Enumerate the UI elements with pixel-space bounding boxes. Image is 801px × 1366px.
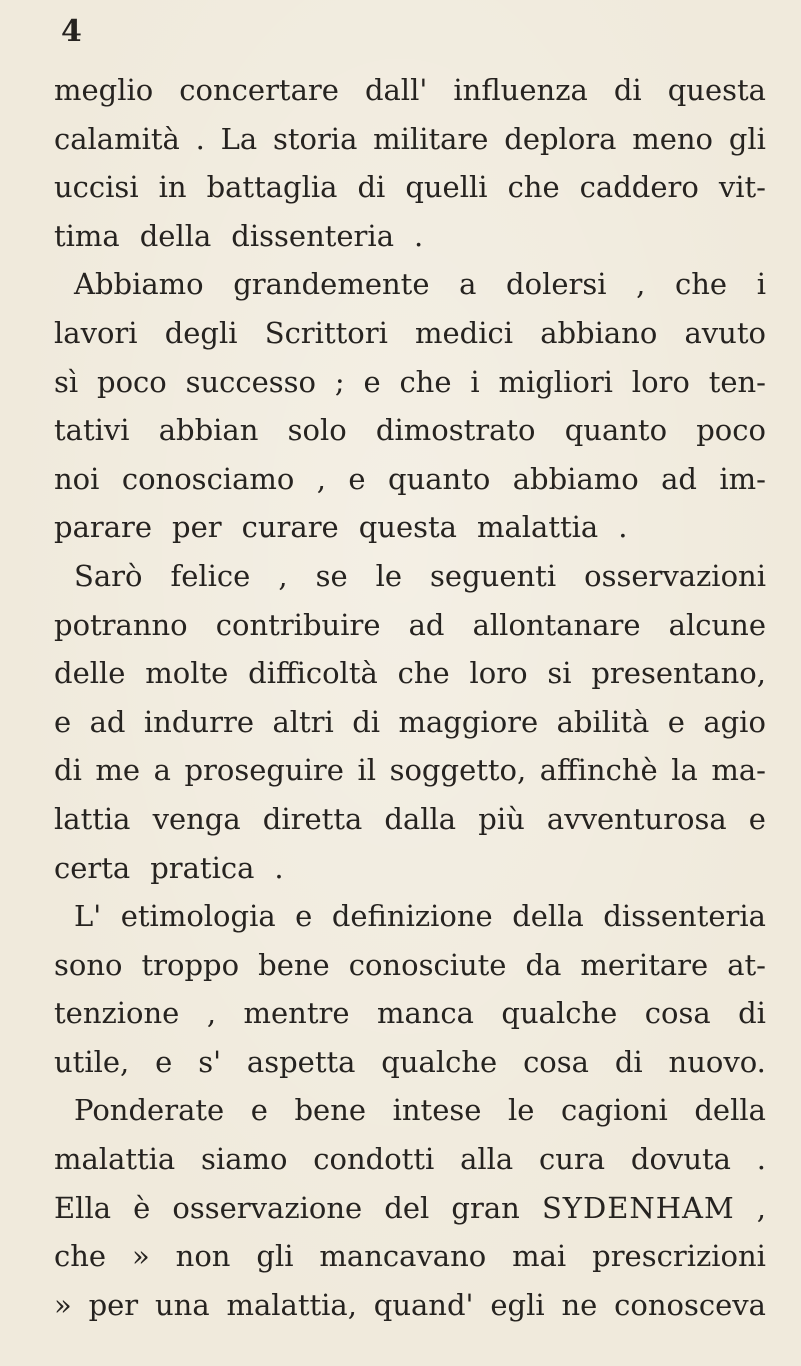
word: curare	[241, 510, 339, 545]
word: avuto	[684, 315, 766, 350]
word: s'	[198, 1044, 222, 1079]
word: il	[357, 753, 377, 788]
word: concertare	[179, 73, 339, 107]
text-line	[54, 503, 766, 552]
word: gran	[451, 1190, 520, 1225]
word: a	[459, 267, 477, 302]
word: noi	[54, 461, 100, 496]
word: .	[274, 850, 284, 885]
word: malattia,	[226, 1287, 357, 1322]
word: avventurosa	[546, 801, 727, 836]
word: militare	[373, 121, 489, 156]
word: abilità	[556, 704, 650, 739]
word: lattia	[54, 801, 131, 836]
word: e	[155, 1044, 173, 1079]
word: dolersi	[506, 267, 607, 302]
word: ,	[278, 558, 288, 593]
text-line	[54, 66, 766, 115]
word: contribuire	[215, 607, 381, 642]
word: abbian	[158, 413, 259, 448]
word: gli	[728, 121, 766, 156]
word: e	[748, 801, 766, 836]
word: di	[738, 996, 766, 1031]
word: non	[175, 1239, 231, 1274]
word: altri	[272, 704, 334, 739]
word: .	[413, 218, 424, 253]
word: venga	[152, 801, 241, 836]
word: gli	[256, 1239, 294, 1274]
word: potranno	[54, 607, 188, 642]
word: Abbiamo	[74, 267, 204, 302]
word: alcune	[668, 607, 766, 642]
word: tenzione	[54, 996, 180, 1031]
word: troppo	[141, 947, 240, 982]
word: e	[363, 364, 381, 399]
word: alla	[460, 1142, 514, 1177]
word: quanto	[388, 461, 491, 496]
text-line	[54, 115, 766, 164]
word: conosceva	[614, 1287, 766, 1322]
word: e	[54, 704, 72, 739]
word: ,	[636, 267, 646, 302]
word: utile,	[54, 1044, 130, 1079]
word: quelli	[405, 170, 488, 205]
text-line	[54, 989, 766, 1038]
word: di	[357, 170, 386, 205]
word: solo	[287, 413, 347, 448]
word: poco	[97, 364, 167, 399]
word: ,	[316, 461, 326, 496]
word: SYDENHAM	[541, 1190, 735, 1225]
word: ne	[561, 1287, 598, 1322]
word: ,	[206, 996, 217, 1031]
word: ,	[756, 1190, 766, 1225]
word: intese	[392, 1093, 482, 1128]
word: indurre	[143, 704, 254, 739]
word: abbiano	[540, 315, 658, 350]
word: le	[375, 558, 403, 593]
text-line	[54, 795, 766, 844]
word: a	[153, 753, 171, 788]
word: dissenteria	[603, 899, 766, 934]
word: di	[54, 753, 82, 788]
word: at-	[727, 947, 766, 982]
word: che	[397, 656, 450, 691]
word: loro	[631, 364, 690, 399]
word: degli	[164, 315, 238, 350]
text-line	[54, 358, 766, 407]
word: e	[348, 461, 366, 496]
word: »	[132, 1239, 150, 1274]
word: condotti	[313, 1142, 435, 1177]
word: egli	[490, 1287, 545, 1322]
word: osservazione	[172, 1190, 363, 1225]
word: Ponderate	[74, 1093, 225, 1128]
word: soggetto,	[389, 753, 527, 788]
word: bene	[258, 947, 330, 982]
word: Ella	[54, 1190, 112, 1225]
word: successo	[185, 364, 316, 399]
word: per	[88, 1287, 139, 1322]
word: le	[507, 1093, 535, 1128]
word: malattia	[476, 510, 599, 545]
word: quand'	[373, 1287, 474, 1322]
word: .	[756, 1142, 766, 1177]
text-line	[54, 1038, 766, 1087]
word: conosciamo	[121, 461, 295, 496]
word: me	[95, 753, 141, 788]
word: migliori	[498, 364, 613, 399]
word: che	[54, 1239, 107, 1274]
word: dovuta	[630, 1142, 731, 1177]
word: bene	[294, 1093, 367, 1128]
word: influenza	[453, 73, 588, 107]
word: che	[675, 267, 728, 302]
word: La	[220, 121, 258, 156]
word: maggiore	[398, 704, 539, 739]
text-line	[54, 1281, 766, 1330]
word: vit-	[718, 170, 766, 205]
text-line	[54, 892, 766, 941]
word: dissenteria	[231, 218, 394, 253]
word: abbiamo	[512, 461, 639, 496]
word: e	[667, 704, 685, 739]
word: ten-	[708, 364, 766, 399]
word: storia	[272, 121, 358, 156]
word: conosciute	[348, 947, 507, 982]
word: difficoltà	[248, 656, 378, 691]
text-line	[54, 455, 766, 504]
word: ad	[408, 607, 445, 642]
word: di	[614, 1044, 643, 1079]
word: ad	[89, 704, 126, 739]
text-line	[54, 1135, 766, 1184]
word: grandemente	[233, 267, 430, 302]
word: cosa	[523, 1044, 589, 1079]
word: qualche	[381, 1044, 498, 1079]
word: in	[158, 170, 187, 205]
word: di	[352, 704, 381, 739]
word: molte	[145, 656, 229, 691]
word: cura	[539, 1142, 606, 1177]
text-line	[54, 309, 766, 358]
text-line	[54, 601, 766, 650]
word: definizione	[331, 899, 493, 934]
word: agio	[703, 704, 766, 739]
word: di	[613, 73, 642, 107]
word: e	[250, 1093, 268, 1128]
word: ;	[334, 364, 345, 399]
word: dalla	[384, 801, 457, 836]
word: mentre	[243, 996, 350, 1031]
word: è	[133, 1190, 151, 1225]
text-line	[54, 260, 766, 309]
text-line	[54, 698, 766, 747]
word: si	[547, 656, 572, 691]
word: caddero	[579, 170, 699, 205]
word: cosa	[644, 996, 711, 1031]
word: felice	[170, 558, 251, 593]
word: parare	[54, 510, 153, 545]
word: la	[671, 753, 698, 788]
word: ad	[661, 461, 697, 496]
word: delle	[54, 656, 126, 691]
word: uccisi	[54, 170, 139, 205]
word: »	[54, 1287, 72, 1322]
text-line	[54, 406, 766, 455]
word: dall'	[364, 73, 428, 107]
word: tativi	[54, 413, 130, 448]
word: certa	[54, 850, 131, 885]
word: mancavano	[319, 1239, 487, 1274]
word: meglio	[54, 73, 154, 107]
word: nuovo.	[668, 1044, 766, 1079]
word: pratica	[150, 850, 255, 885]
word: sì	[54, 364, 79, 399]
body-text	[54, 66, 766, 1329]
word: i	[756, 267, 766, 302]
text-line	[54, 941, 766, 990]
word: se	[315, 558, 348, 593]
word: della	[139, 218, 212, 253]
word: sono	[54, 947, 123, 982]
word: tima	[54, 218, 120, 253]
word: etimologia	[120, 899, 276, 934]
word: poco	[696, 413, 766, 448]
word: prescrizioni	[592, 1239, 766, 1274]
word: diretta	[262, 801, 363, 836]
word: calamità	[54, 121, 180, 156]
word: meritare	[580, 947, 709, 982]
word: proseguire	[184, 753, 344, 788]
word: affinchè	[539, 753, 658, 788]
word: lavori	[54, 315, 138, 350]
word: Sarò	[74, 558, 143, 593]
word: dimostrato	[375, 413, 536, 448]
word: malattia	[54, 1142, 176, 1177]
text-line	[54, 1086, 766, 1135]
word: seguenti	[430, 558, 557, 593]
word: qualche	[501, 996, 618, 1031]
word: i	[470, 364, 480, 399]
word: cagioni	[560, 1093, 668, 1128]
word: medici	[415, 315, 514, 350]
text-line	[54, 649, 766, 698]
text-line	[54, 212, 766, 261]
word: che	[399, 364, 452, 399]
word: una	[155, 1287, 210, 1322]
word: ma-	[711, 753, 766, 788]
word: questa	[358, 510, 457, 545]
text-line	[54, 1232, 766, 1281]
word: presentano,	[591, 656, 766, 691]
text-line	[54, 552, 766, 601]
word: della	[512, 899, 584, 934]
word: .	[618, 510, 628, 545]
word: mai	[512, 1239, 567, 1274]
word: .	[195, 121, 205, 156]
word: del	[384, 1190, 430, 1225]
page-number: 4	[61, 14, 82, 49]
word: aspetta	[246, 1044, 356, 1079]
word: che	[507, 170, 560, 205]
word: da	[525, 947, 562, 982]
word: allontanare	[472, 607, 641, 642]
word: im-	[719, 461, 766, 496]
word: L'	[74, 899, 102, 934]
text-line	[54, 844, 766, 893]
word: della	[694, 1093, 766, 1128]
word: più	[478, 801, 525, 836]
word: Scrittori	[264, 315, 388, 350]
word: manca	[376, 996, 474, 1031]
word: deplora	[504, 121, 617, 156]
text-line	[54, 1184, 766, 1233]
word: battaglia	[206, 170, 338, 205]
text-line	[54, 746, 766, 795]
word: quanto	[564, 413, 668, 448]
word: questa	[667, 73, 766, 107]
word: meno	[632, 121, 714, 156]
word: e	[295, 899, 313, 934]
word: per	[172, 510, 222, 545]
word: loro	[469, 656, 528, 691]
word: siamo	[201, 1142, 288, 1177]
text-line	[54, 163, 766, 212]
word: osservazioni	[584, 558, 766, 593]
